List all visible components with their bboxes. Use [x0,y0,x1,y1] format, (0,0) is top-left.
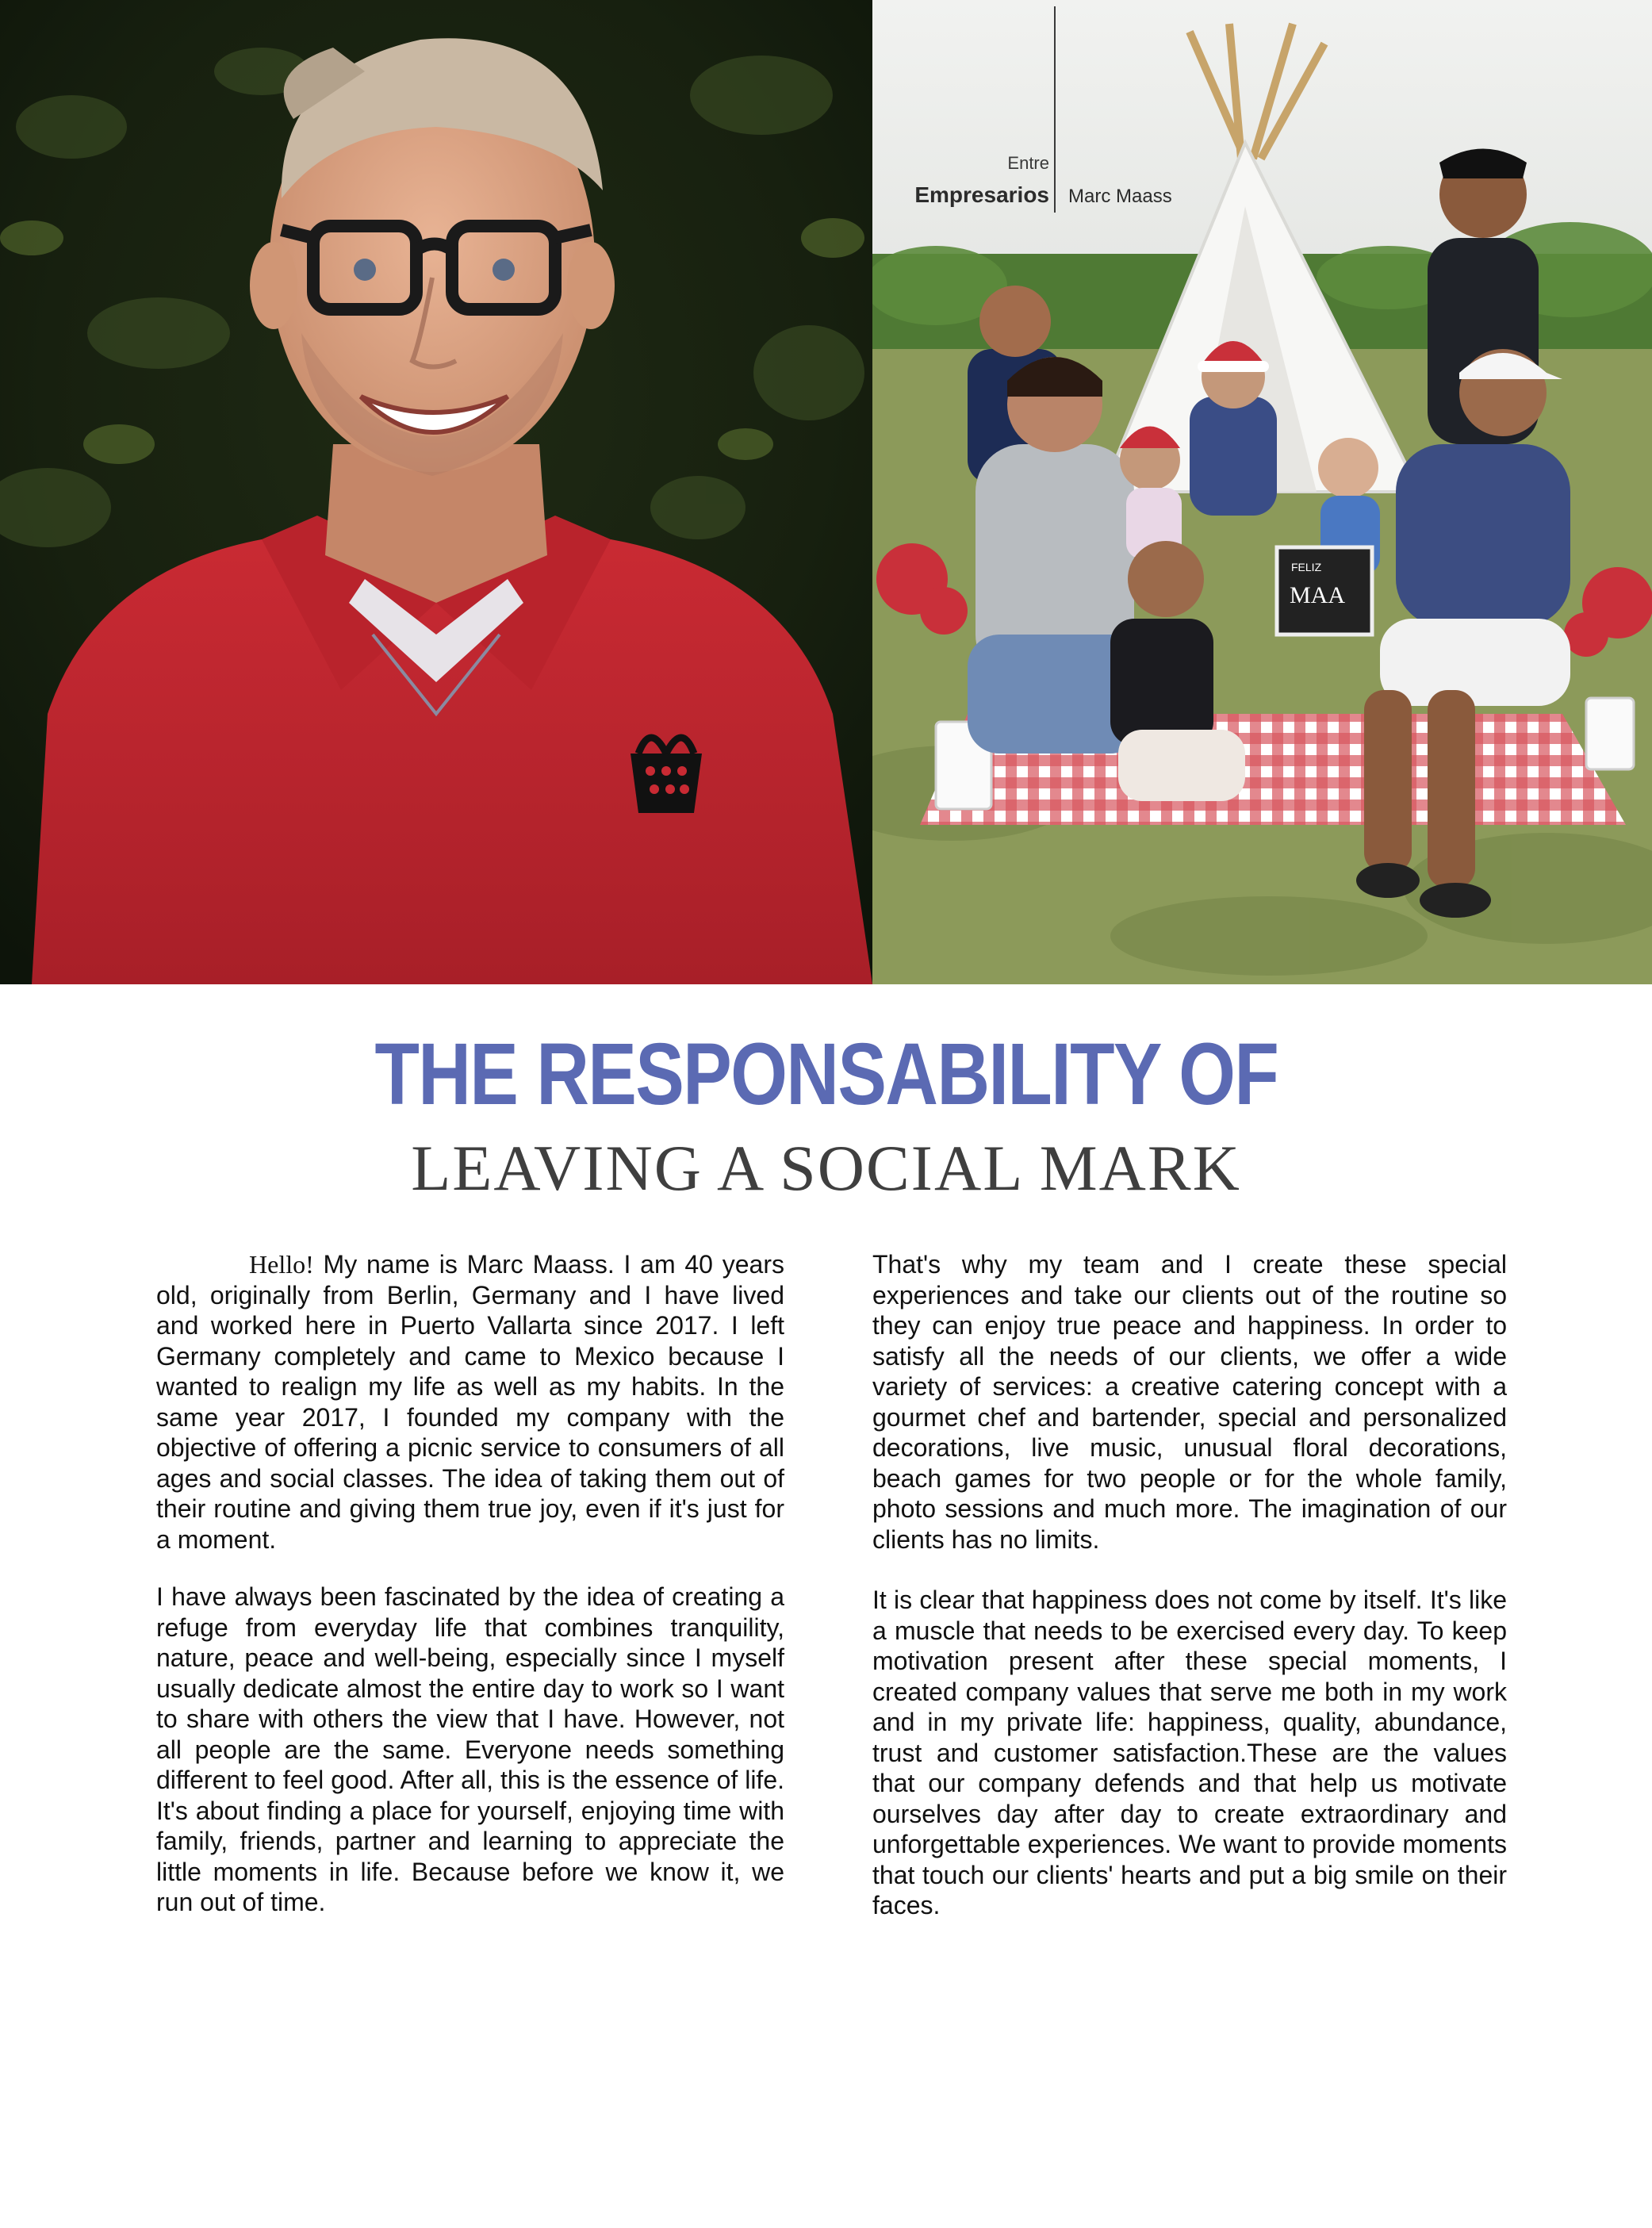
article-paragraph-2: I have always been fascinated by the idea of creating a refuge from everyday life that combines tranquility, nature, peace and well-being, especially since I myself usually dedicate almost the entire day to work so I want to share with others the view that I have. However, not all people are the same. Everyone needs something different to feel good. After all, this is the essence of life. It's about finding a place for yourself, enjoying time with family, friends, partner and learning to appreciate the little moments in life. Because before we know it, we run out of time. [156,1582,784,1916]
headline-line2: LEAVING A SOCIAL MARK [411,1132,1241,1204]
article-headline [0,1026,1652,1204]
article-paragraph-1 [156,1249,784,1555]
section-label [872,0,1652,238]
paragraph-1-text: My name is Marc Maass. I am 40 years old, originally from Berlin, Germany and I have lived and worked here in Puerto Vallarta since 2017. I left Germany completely and came to Mexico because I wanted to realign my life as well as my habits. In the same year 2017, I founded my company with the objective of offering a picnic service to consumers of all ages and social classes. The idea of taking them out of their routine and giving them true joy, even if it's just for a moment. [156,1250,785,1554]
section-label-entre: Entre [1007,153,1049,173]
sign-line2: MAA [1290,582,1346,608]
sign-line1: FELIZ [1291,561,1322,573]
section-label-divider [1054,6,1056,213]
article-paragraph-4: It is clear that happiness does not come by itself. It's like a muscle that needs to be exercised every day. To keep motivation present after these special moments, I created company values that serve me both in my work and in my private life: happiness, quality, abundance, trust and customer satisfaction.These are the values that our company defends and that help us motivate ourselves day after day to create extraordinary and unforgettable experiences. We want to provide moments that touch our clients' hearts and put a big smile on their faces. [872,1586,1507,1919]
article-paragraph-3: That's why my team and I create these special experiences and take our clients out of the routine so they can enjoy true peace and happiness. In order to satisfy all the needs of our clients, we offer a wide variety of services: a creative catering concept with a gourmet chef and bartender, special and personalized decorations, live music, unusual floral decorations, beach games for two people or for the whole family, photo sessions and much more. The imagination of our clients has no limits. [872,1250,1507,1554]
article-column-left [156,1249,784,1945]
portrait-photo [0,0,872,984]
section-label-author: Marc Maass [1068,186,1172,207]
article-column-right [872,1249,1507,1948]
headline-line1: THE RESPONSABILITY OF [374,1026,1278,1123]
greeting: Hello! [249,1250,314,1279]
section-label-name: Empresarios [914,182,1049,207]
